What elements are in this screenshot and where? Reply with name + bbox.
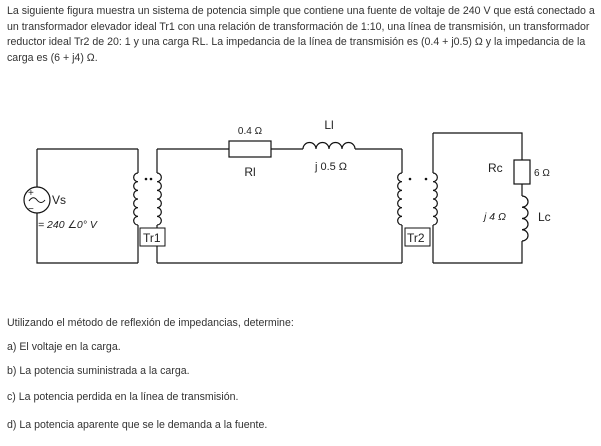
line-resistor-label: Rl: [244, 165, 256, 179]
load-resistor-label: Rc: [488, 161, 503, 175]
line-resistor-value: 0.4 Ω: [237, 126, 263, 137]
tr1-label: Tr1: [143, 231, 161, 245]
tr2-label: Tr2: [407, 231, 425, 245]
load-resistor: [514, 160, 530, 184]
load-loop-wire: [433, 133, 522, 263]
question-d: d) La potencia aparente que se le demanda a la fuente.: [7, 419, 268, 431]
question-c: c) La potencia perdida en la línea de transmisión.: [7, 391, 239, 403]
line-inductor-icon: [303, 143, 355, 150]
source-value: = 240 ∠0° V: [38, 219, 97, 231]
svg-text:+: +: [28, 188, 34, 199]
load-inductor-label: Lc: [538, 210, 551, 224]
problem-statement: La siguiente figura muestra un sistema de potencia simple que contiene una fuente de voltaje de 240 V que está conectado a un transformador elevador ideal Tr1 con una relación de transformación de 1:10, una línea de transmisión, un transformador reductor ideal Tr2 de 20: 1 y una carga RL. La impedancia de la línea de transmisión es (0.4 + j0.5) Ω y la impedancia de la carga es (6 + j4) Ω.: [7, 5, 595, 64]
question-a: a) El voltaje en la carga.: [7, 341, 121, 353]
load-inductor-icon: [522, 196, 528, 241]
svg-text:−: −: [28, 204, 34, 215]
load-resistor-value: 6 Ω: [534, 168, 550, 179]
line-inductor-value: j 0.5 Ω: [314, 161, 348, 173]
line-inductor-label: Ll: [324, 118, 334, 132]
circuit-diagram: [0, 100, 601, 300]
source-label: Vs: [52, 193, 67, 207]
questions-intro: Utilizando el método de reflexión de impedancias, determine:: [7, 317, 294, 329]
load-inductor-value: j 4 Ω: [484, 211, 506, 223]
question-b: b) La potencia suministrada a la carga.: [7, 365, 190, 377]
voltage-source-icon: [24, 187, 50, 215]
line-resistor: [229, 141, 271, 157]
